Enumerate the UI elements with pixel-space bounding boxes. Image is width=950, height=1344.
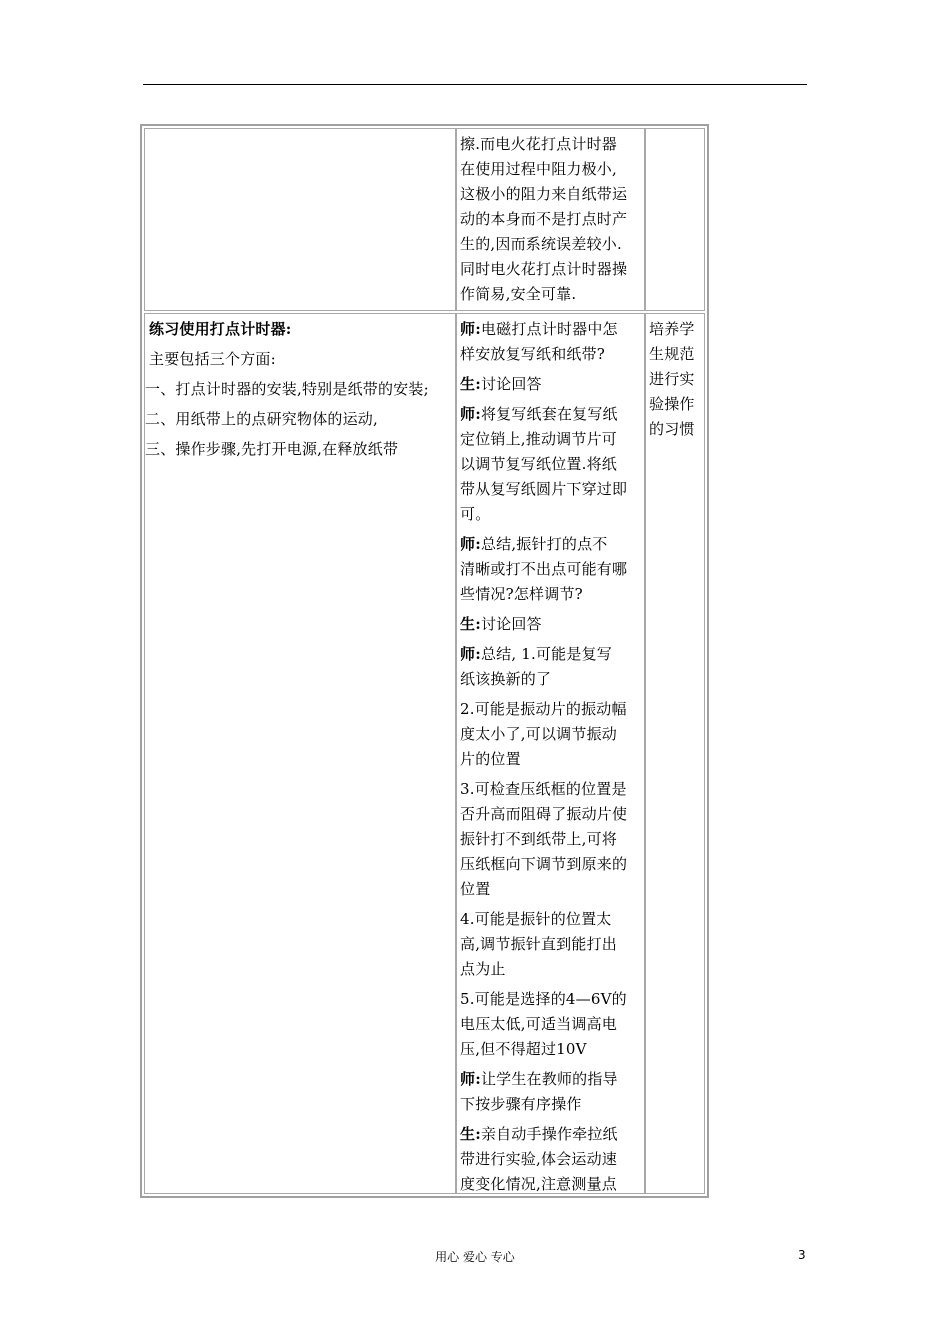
speaker-label: 师: (460, 1070, 481, 1088)
text-line: 5.可能是选择的4—6V的 (460, 990, 627, 1008)
text-line: 4.可能是振针的位置太 (460, 910, 612, 928)
text-line: 三、操作步骤,先打开电源,在释放纸带 (145, 440, 399, 458)
text-line: 带进行实验,体会运动速 (460, 1150, 617, 1168)
dialogue-paragraph (460, 1122, 644, 1194)
dialogue-paragraph (460, 402, 644, 527)
speaker-label: 师: (460, 535, 481, 553)
text-line: 压纸框向下调节到原来的 (460, 855, 628, 873)
text-line: 纸该换新的了 (460, 670, 552, 688)
dialogue-paragraph (460, 317, 644, 367)
text-line: 在使用过程中阻力极小, (460, 160, 617, 178)
row2-col2-cell (456, 313, 645, 1194)
text-line: 度变化情况,注意测量点 (460, 1175, 617, 1193)
dialogue-paragraph (460, 1067, 644, 1117)
text-line: 培养学 (649, 320, 695, 338)
text-line: 总结, 1.可能是复写 (480, 645, 612, 663)
text-line: 二、用纸带上的点研究物体的运动, (145, 410, 378, 428)
text-line: 2.可能是振动片的振动幅 (460, 700, 627, 718)
text-line: 可。 (460, 505, 491, 523)
text-line: 片的位置 (460, 750, 521, 768)
text-line: 将复写纸套在复写纸 (480, 405, 618, 423)
speaker-label: 师: (460, 645, 481, 663)
row2-col1-cell (144, 313, 456, 1194)
text-line: 同时电火花打点计时器操 (460, 260, 628, 278)
section-title: 练习使用打点计时器: (149, 320, 292, 338)
text-line: 讨论回答 (480, 375, 542, 393)
text-line: 动的本身而不是打点时产 (460, 210, 628, 228)
text-line: 作简易,安全可靠. (460, 285, 577, 303)
text-line: 电压太低,可适当调高电 (460, 1015, 617, 1033)
speaker-label: 生: (460, 615, 481, 633)
speaker-label: 生: (460, 1125, 481, 1143)
text-line: 位置 (460, 880, 491, 898)
row1-col1-cell (144, 128, 456, 311)
row2-col3-cell (645, 313, 705, 1194)
dialogue-paragraph (460, 987, 644, 1062)
text-line: 振针打不到纸带上,可将 (460, 830, 617, 848)
speaker-label: 师: (460, 405, 481, 423)
text-line: 电磁打点计时器中怎 (480, 320, 618, 338)
text-line: 亲自动手操作牵拉纸 (480, 1125, 618, 1143)
text-line: 擦.而电火花打点计时器 (460, 135, 617, 153)
text-line: 压,但不得超过10V (460, 1040, 587, 1058)
dialogue-paragraph (460, 642, 644, 692)
text-line: 让学生在教师的指导 (480, 1070, 618, 1088)
text-line: 讨论回答 (480, 615, 542, 633)
text-line: 高,调节振针直到能打出 (460, 935, 617, 953)
text-line: 验操作 (649, 395, 695, 413)
text-line: 清晰或打不出点可能有哪 (460, 560, 628, 578)
dialogue-paragraph (460, 697, 644, 772)
text-line: 这极小的阻力来自纸带运 (460, 185, 628, 203)
page-number: 3 (798, 1248, 806, 1262)
text-line: 度太小了,可以调节振动 (460, 725, 617, 743)
text-line: 的习惯 (649, 420, 695, 438)
text-line: 样安放复写纸和纸带? (460, 345, 606, 363)
text-line: 一、打点计时器的安装,特别是纸带的安装; (145, 380, 429, 398)
text-line: 否升高而阻碍了振动片使 (460, 805, 628, 823)
row1-col3-cell (645, 128, 705, 311)
footer-slogan: 用心 爱心 专心 (435, 1250, 515, 1264)
text-line: 生规范 (649, 345, 695, 363)
text-line: 主要包括三个方面: (149, 350, 276, 368)
text-line: 点为止 (460, 960, 506, 978)
text-line: 以调节复写纸位置.将纸 (460, 455, 617, 473)
speaker-label: 生: (460, 375, 481, 393)
text-line: 些情况?怎样调节? (460, 585, 583, 603)
text-line: 总结,振针打的点不 (480, 535, 608, 553)
lesson-table (140, 124, 709, 1198)
text-line: 下按步骤有序操作 (460, 1095, 582, 1113)
dialogue-paragraph (460, 907, 644, 982)
dialogue-paragraph (460, 612, 644, 637)
speaker-label: 师: (460, 320, 481, 338)
dialogue-paragraph (460, 372, 644, 397)
dialogue-paragraph (460, 532, 644, 607)
text-line: 定位销上,推动调节片可 (460, 430, 617, 448)
dialogue-paragraph (460, 777, 644, 902)
text-line: 生的,因而系统误差较小. (460, 235, 622, 253)
text-line: 带从复写纸圆片下穿过即 (460, 480, 628, 498)
text-line: 进行实 (649, 370, 695, 388)
header-rule (143, 84, 807, 85)
text-line: 3.可检查压纸框的位置是 (460, 780, 627, 798)
row1-col2-cell (456, 128, 645, 311)
